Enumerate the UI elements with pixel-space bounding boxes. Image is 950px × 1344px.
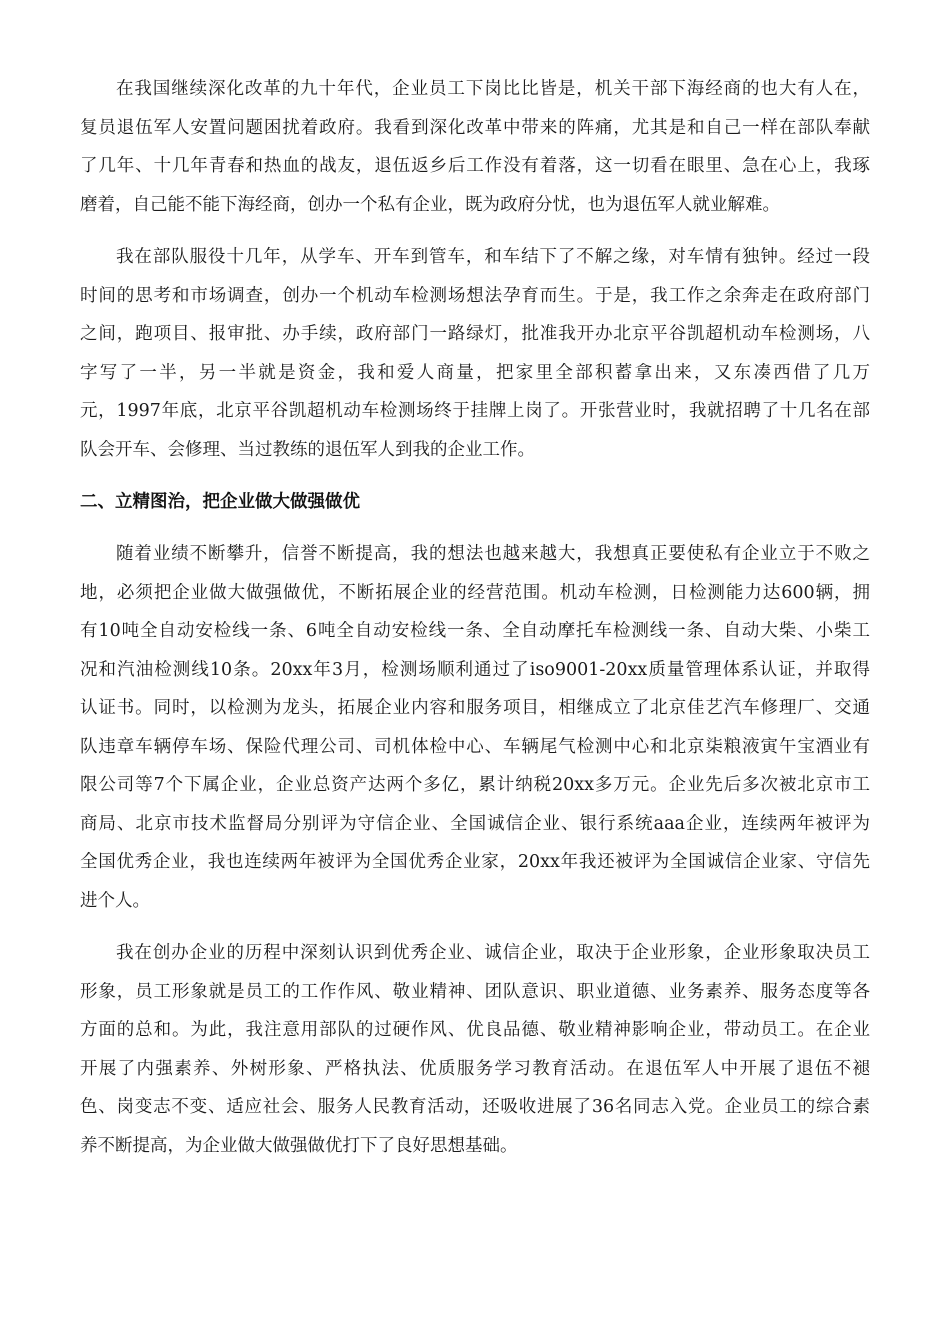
paragraph-line: 随着业绩不断攀升，信誉不断提高，我的想法也越来越大，我想真正要使私有企业立于不败之 [116,544,870,564]
paragraph-line: 方面的总和。为此，我注意用部队的过硬作风、优良品德、敬业精神影响企业，带动员工。在企业 [80,1020,870,1040]
paragraph-line: 有10吨全自动安检线一条、6吨全自动安检线一条、全自动摩托车检测线一条、自动大柴、小柴工 [80,621,870,641]
paragraph-4 [80,934,870,1165]
paragraph-line: 复员退伍军人安置问题困扰着政府。我看到深化改革中带来的阵痛，尤其是和自己一样在部队奉献 [80,117,870,138]
paragraph-line: 形象，员工形象就是员工的工作作风、敬业精神、团队意识、职业道德、业务素养、服务态度等各 [80,981,870,1002]
paragraph-2 [80,238,870,469]
paragraph-line: 我在部队服役十几年，从学车、开车到管车，和车结下了不解之缘，对车情有独钟。经过一段 [116,247,870,267]
paragraph-line: 时间的思考和市场调查，创办一个机动车检测场想法孕育而生。于是，我工作之余奔走在政府部门 [80,285,870,306]
paragraph-line: 在我国继续深化改革的九十年代，企业员工下岗比比皆是，机关干部下海经商的也大有人在， [116,79,870,99]
paragraph-line: 进个人。 [80,890,150,911]
paragraph-line: 磨着，自己能不能下海经商，创办一个私有企业，既为政府分忧，也为退伍军人就业解难。 [80,194,780,215]
paragraph-line: 地，必须把企业做大做强做优，不断拓展企业的经营范围。机动车检测，日检测能力达600辆，拥 [80,582,870,603]
paragraph-line: 色、岗变志不变、适应社会、服务人民教育活动，还吸收进展了36名同志入党。企业员工的综合素 [80,1097,870,1117]
paragraph-line: 认证书。同时，以检测为龙头，拓展企业内容和服务项目，相继成立了北京佳艺汽车修理厂、交通 [80,698,870,718]
paragraph-line: 养不断提高，为企业做大做强做优打下了良好思想基础。 [80,1135,518,1156]
paragraph-line: 队违章车辆停车场、保险代理公司、司机体检中心、车辆尾气检测中心和北京柒粮液寅午宝酒业有 [80,736,870,757]
paragraph-line: 全国优秀企业，我也连续两年被评为全国优秀企业家，20xx年我还被评为全国诚信企业家、守信先 [80,852,870,872]
paragraph-line: 元，1997年底，北京平谷凯超机动车检测场终于挂牌上岗了。开张营业时，我就招聘了十几名在部 [80,401,870,421]
paragraph-3 [80,535,870,920]
paragraph-line: 商局、北京市技术监督局分别评为守信企业、全国诚信企业、银行系统aaa企业，连续两年被评为 [80,813,870,834]
paragraph-line: 我在创办企业的历程中深刻认识到优秀企业、诚信企业，取决于企业形象，企业形象取决员工 [116,943,870,963]
paragraph-line: 之间，跑项目、报审批、办手续，政府部门一路绿灯，批准我开办北京平谷凯超机动车检测场，八 [80,324,870,344]
paragraph-line: 队会开车、会修理、当过教练的退伍军人到我的企业工作。 [80,439,535,460]
section-heading: 二、立精图治，把企业做大做强做优 [80,492,360,512]
paragraph-line: 字写了一半，另一半就是资金，我和爱人商量，把家里全部积蓄拿出来，又东凑西借了几万 [80,362,870,383]
paragraph-line: 开展了内强素养、外树形象、严格执法、优质服务学习教育活动。在退伍军人中开展了退伍不褪 [80,1058,870,1079]
document-page [80,70,870,1179]
paragraph-line: 限公司等7个下属企业，企业总资产达两个多亿，累计纳税20xx多万元。企业先后多次被北京市工 [80,775,870,795]
paragraph-line: 了几年、十几年青春和热血的战友，退伍返乡后工作没有着落，这一切看在眼里、急在心上，我琢 [80,156,870,176]
paragraph-1 [80,70,870,224]
paragraph-line: 况和汽油检测线10条。20xx年3月，检测场顺利通过了iso9001-20xx质量管理体系认证，并取得 [80,659,870,680]
